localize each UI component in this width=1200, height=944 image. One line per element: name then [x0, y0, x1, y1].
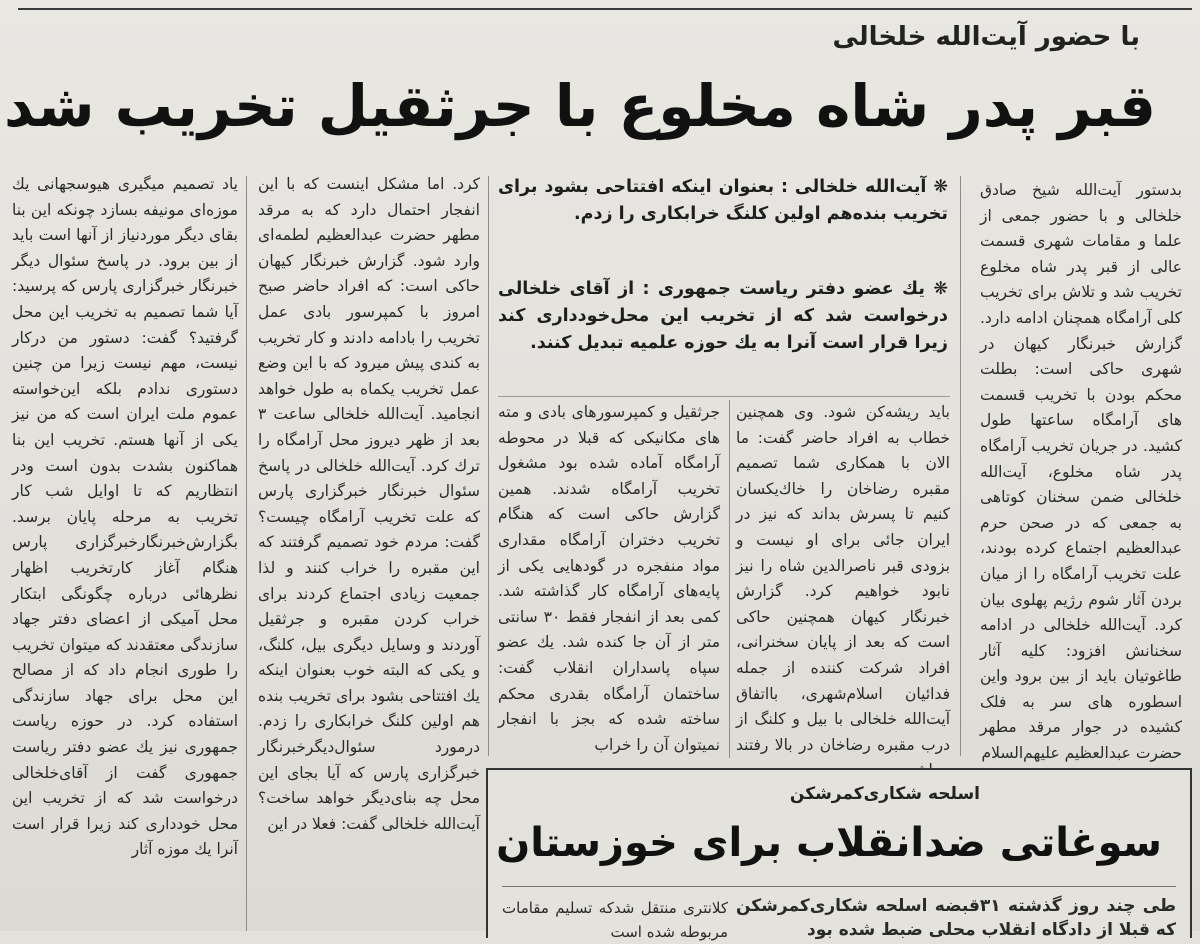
column-text: کرد. اما مشکل اینست که با این انفجار احتمال دارد که به مرقد مطهر حضرت عبدالعظیم لطمه‌ای وارد شود. گزارش خبرنگار کیهان حاکی است: که افراد حاضر صبح امروز با کمپرسور بادی عمل تخریب را بادامه دادند و کار تخریب به کندی پیش میرود که با این وضع عمل تخریب یکماه به طول خواهد انجامید. آیت‌الله خلخالی ساعت ۳ بعد از ظهر دیروز محل آرامگاه را ترك کرد. آیت‌الله خلخالی در پاسخ سئوال خبرنگار خبرگزاری پارس که علت تخریب آرامگاه چیست؟ گفت: مردم خود تصمیم گرفتند که این مقبره را خراب کنند و لذا جمعیت زیادی اجتماع کردند برای خراب کردن مقبره و جرثقیل آوردند و وسایل دیگری بیل، کلنگ، و یکی که البته خوب بعنوان اینکه یك افتتاحی بشود برای تخریب بنده هم اولین کلنگ خرابکاری را زدم. درمورد سئوال‌دیگرخبرنگار خبرگزاری پارس که آیا بجای این محل چه بنای‌دیگر خواهد ساخت؟ آیت‌الله خلخالی گفت: فعلا در این: [258, 175, 480, 833]
column-text: باید ریشه‌کن شود. وی همچنین خطاب به افراد حاضر گفت: ما الان با همکاری شما تصمیم مقبره رضاخان را خاك‌یکسان کنیم تا پسرش بداند که نیز در ایران جائی برای او نیست و بزودی قبر ناصرالدین شاه را نیز نابود خواهیم کرد. گزارش خبرنگار کیهان همچنین حاکی است که بعد از پایان سخنرانی، افراد شرکت کننده از جمله فدائیان اسلام‌شهری، بااتفاق آیت‌الله خلخالی با بیل و کلنگ از درب مقبره رضاخان در بالا رفتند: [736, 403, 950, 754]
box-lead-text: طی چند روز گذشته ۳۱‌قبضه اسلحه شکاری‌کمرشکن که قبلا از دادگاه انقلاب محلی ضبط شده بود: [736, 896, 1176, 940]
kicker: با حضور آیت‌الله خلخالی: [832, 22, 1140, 52]
article-column-2: [736, 400, 950, 758]
lead-quote-text: آیت‌الله خلخالی : بعنوان اینکه افتتاحی بشود برای تخریب بنده‌هم اولین کلنگ خرابکاری را زدم.: [498, 177, 948, 224]
column-divider: [488, 176, 489, 756]
box-headline: سوغاتی ضدانقلاب برای خوزستان: [496, 820, 1162, 866]
boxed-story: [486, 768, 1192, 941]
section-rule: [498, 396, 950, 397]
box-side-text: کلانتری منتقل شدکه تسلیم مقامات مربوطه شده است: [502, 899, 728, 941]
lead-quote-2: [498, 276, 948, 388]
article-column-4: [258, 172, 480, 931]
box-kicker: اسلحه شکاری‌کمرشکن: [789, 784, 980, 804]
article-column-5: [12, 172, 238, 931]
article-column-3: [498, 400, 720, 758]
column-divider: [960, 176, 961, 756]
top-rule: [18, 8, 1192, 10]
column-divider: [729, 400, 730, 758]
bullet-icon: ❋: [924, 279, 948, 299]
column-text: یاد تصمیم میگیری هیوسجهانی یك موزه‌ای مونیفه بسازد چونکه این بنا بقای دیگر موردنیاز از آنها است باید از بین برود. در پاسخ سئوال دیگر خبرنگار خبرگزاری پارس که پرسید: آیا شما تصمیم به تخریب این محل گرفتید؟ گفت: دستور من درکار نیست، مهم نیست زیرا من چنین دستوری ندادم بلکه این‌خواسته عموم ملت ایران است که من نیز یکی از آنها هستم. تخریب این بنا هماکنون بشدت بدون است ودر انتظاریم که تا اوایل شب کار تخریب به مرحله پایان برسد. بگزارش‌خبرنگارخبرگزاری پارس هنگام آغاز کارتخریب اظهار نظرهائی درباره چگونگی ابتکار محل آمیکی از اعضای دفتر جهاد سازندگی معتقدند که میتوان تخریب را طوری انجام داد که از مصالح این محل برای جهاد سازندگی استفاده کرد. در حوزه ریاست جمهوری نیز یك عضو دفتر ریاست جمهوری گفت از آقای‌خلخالی درخواست شد که از تخریب این محل خودداری کند زیرا قرار است آنرا یك موزه آثار: [12, 175, 238, 859]
bullet-icon: ❋: [926, 177, 948, 197]
article-column-1: [980, 178, 1182, 763]
lead-quote-1: [498, 174, 948, 274]
headline: قبر پدر شاه مخلوع با جرثقیل تخریب شد: [4, 72, 1156, 140]
column-text: جرثقیل و کمپرسورهای بادی و مته های مکانیکی که قبلا در محوطه آرامگاه آماده شده بود مشغول تخریب آرامگاه شدند. همین گزارش حاکی است که هنگام تخریب دختران آرامگاه مقداری مواد منفجره در گودهایی یکی از پایه‌های آرامگاه کار گذاشته شد. کمی بعد از انفجار فقط ۳۰ سانتی متر از آن جا کنده شد. یك عضو سپاه پاسداران انقلاب گفت: ساختمان آرامگاه بقدری محکم ساخته شده که بجز با انفجار نمیتوان آن را خراب: [498, 403, 720, 754]
column-text: بدستور آیت‌الله شیخ صادق خلخالی و با حضور جمعی از علما و مقامات شهری قسمت عالی از قبر پدر شاه مخلوع تخریب شد و تلاش برای تخریب کلی آرامگاه همچنان ادامه دارد. گزارش خبرنگار کیهان در شهری حاکی است: بطلت محکم بودن با تخریب قسمت های آرامگاه ساعتها طول کشید. در جریان تخریب آرامگاه پدر شاه مخلوع، آیت‌الله خلخالی ضمن سخنان کوتاهی به جمعی که در صحن حرم عبدالعظیم اجتماع کرده بودند، علت تخریب آرامگاه را از میان بردن آثار شوم رژیم پهلوی بیان کرد. آیت‌الله خلخالی در ادامه سخنانش افزود: کلیه آثار طاغوتیان باید از بین برود واین اسطوره های سر به فلک کشیده در جوار مرقد مطهر حضرت عبدالعظیم علیهم‌السلام: [980, 181, 1182, 763]
lead-quote-text: یك عضو دفتر ریاست جمهوری : از آقای خلخالی درخواست شد که از تخریب این محل‌خودداری کند زیرا قرار است آنرا به یك حوزه علمیه تبدیل کنند.: [498, 279, 948, 353]
box-rule: [502, 886, 1176, 887]
column-divider: [246, 176, 247, 931]
